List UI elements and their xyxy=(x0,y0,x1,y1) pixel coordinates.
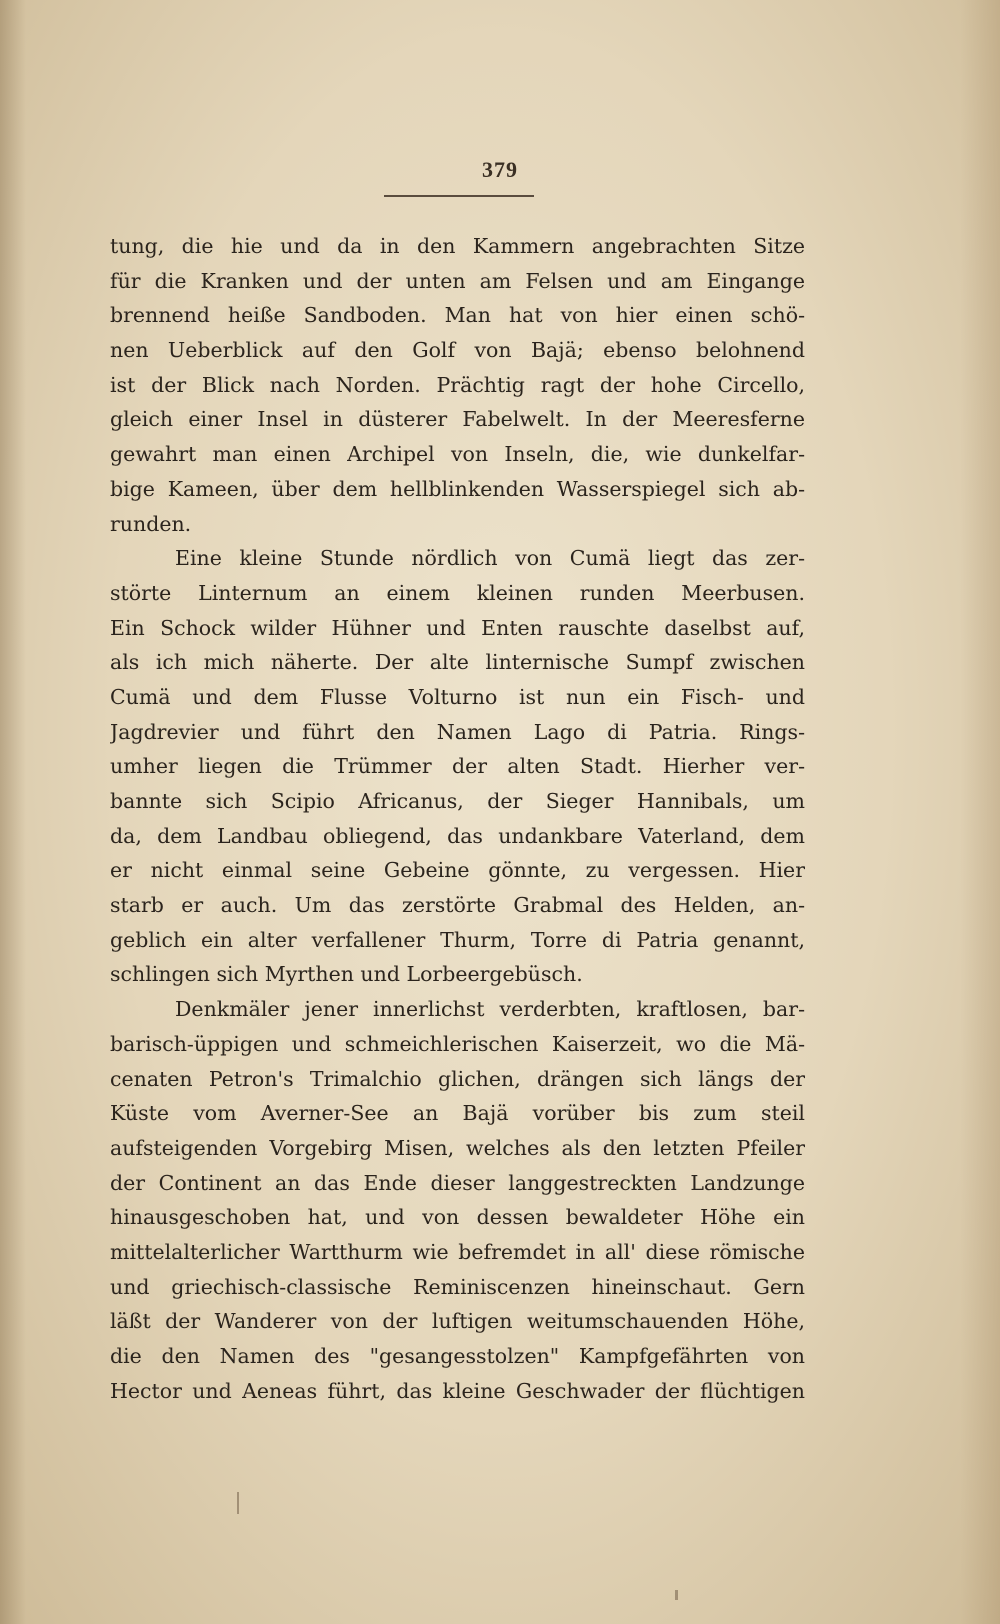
text-line: und griechisch-classische Reminiscenzen hineinschaut. Gern xyxy=(110,1274,805,1299)
text-line: die den Namen des "gesangesstolzen" Kampfgefährten von xyxy=(110,1344,805,1368)
text-line: aufsteigenden Vorgebirg Misen, welches als den letzten Pfeiler xyxy=(110,1135,805,1160)
text-line: Hector und Aeneas führt, das kleine Geschwader der flüchtigen xyxy=(110,1378,805,1403)
text-line: barisch-üppigen und schmeichlerischen Kaiserzeit, wo die Mä- xyxy=(110,1031,805,1056)
text-line: geblich ein alter verfallener Thurm, Torre di Patria genannt, xyxy=(110,927,805,952)
text-line: Cumä und dem Flusse Volturno ist nun ein Fisch- und xyxy=(110,684,805,709)
text-line: bige Kameen, über dem hellblinkenden Wasserspiegel sich ab- xyxy=(110,476,805,501)
text-line: gleich einer Insel in düsterer Fabelwelt. In der Meeresferne xyxy=(110,407,805,432)
paragraph-start-line: Denkmäler jener innerlichst verderbten, kraftlosen, bar- xyxy=(175,997,805,1022)
text-line: nen Ueberblick auf den Golf von Bajä; ebenso belohnend xyxy=(110,338,805,363)
text-line: runden. xyxy=(110,511,192,536)
paragraph-start-line: Eine kleine Stunde nördlich von Cumä liegt das zer- xyxy=(175,546,805,571)
text-line: tung, die hie und da in den Kammern angebrachten Sitze xyxy=(110,234,805,258)
text-line: cenaten Petron's Trimalchio glichen, drängen sich längs der xyxy=(110,1066,805,1091)
page-number: 379 xyxy=(482,157,518,182)
paper-blemish xyxy=(675,1590,678,1600)
text-line: störte Linternum an einem kleinen runden Meerbusen. xyxy=(110,580,805,605)
body-text xyxy=(110,229,805,1408)
text-line: schlingen sich Myrthen und Lorbeergebüsch. xyxy=(110,962,583,987)
header-rule xyxy=(384,195,534,197)
text-line: Ein Schock wilder Hühner und Enten rauschte daselbst auf, xyxy=(110,615,805,640)
text-line: Jagdrevier und führt den Namen Lago di Patria. Rings- xyxy=(110,719,805,744)
text-line: er nicht einmal seine Gebeine gönnte, zu vergessen. Hier xyxy=(110,858,805,883)
text-line: bannte sich Scipio Africanus, der Sieger Hannibals, um xyxy=(110,789,805,813)
text-line: als ich mich näherte. Der alte linternische Sumpf zwischen xyxy=(110,650,805,675)
text-line: für die Kranken und der unten am Felsen und am Eingange xyxy=(110,268,805,293)
text-line: Küste vom Averner-See an Bajä vorüber bis zum steil xyxy=(110,1101,805,1126)
text-line: starb er auch. Um das zerstörte Grabmal des Helden, an- xyxy=(110,893,805,918)
paper-blemish xyxy=(237,1492,239,1514)
text-line: ist der Blick nach Norden. Prächtig ragt der hohe Circello, xyxy=(110,372,805,397)
text-line: umher liegen die Trümmer der alten Stadt. Hierher ver- xyxy=(110,754,805,779)
text-line: läßt der Wanderer von der luftigen weitumschauenden Höhe, xyxy=(110,1309,805,1334)
text-line: hinausgeschoben hat, und von dessen bewaldeter Höhe ein xyxy=(110,1205,805,1230)
text-line: mittelalterlicher Wartthurm wie befremdet in all' diese römische xyxy=(110,1239,805,1264)
text-line: brennend heiße Sandboden. Man hat von hier einen schö- xyxy=(110,303,805,328)
text-line: der Continent an das Ende dieser langgestreckten Landzunge xyxy=(110,1170,805,1195)
text-line: gewahrt man einen Archipel von Inseln, die, wie dunkelfar- xyxy=(110,442,805,467)
text-line: da, dem Landbau obliegend, das undankbare Vaterland, dem xyxy=(110,823,805,848)
